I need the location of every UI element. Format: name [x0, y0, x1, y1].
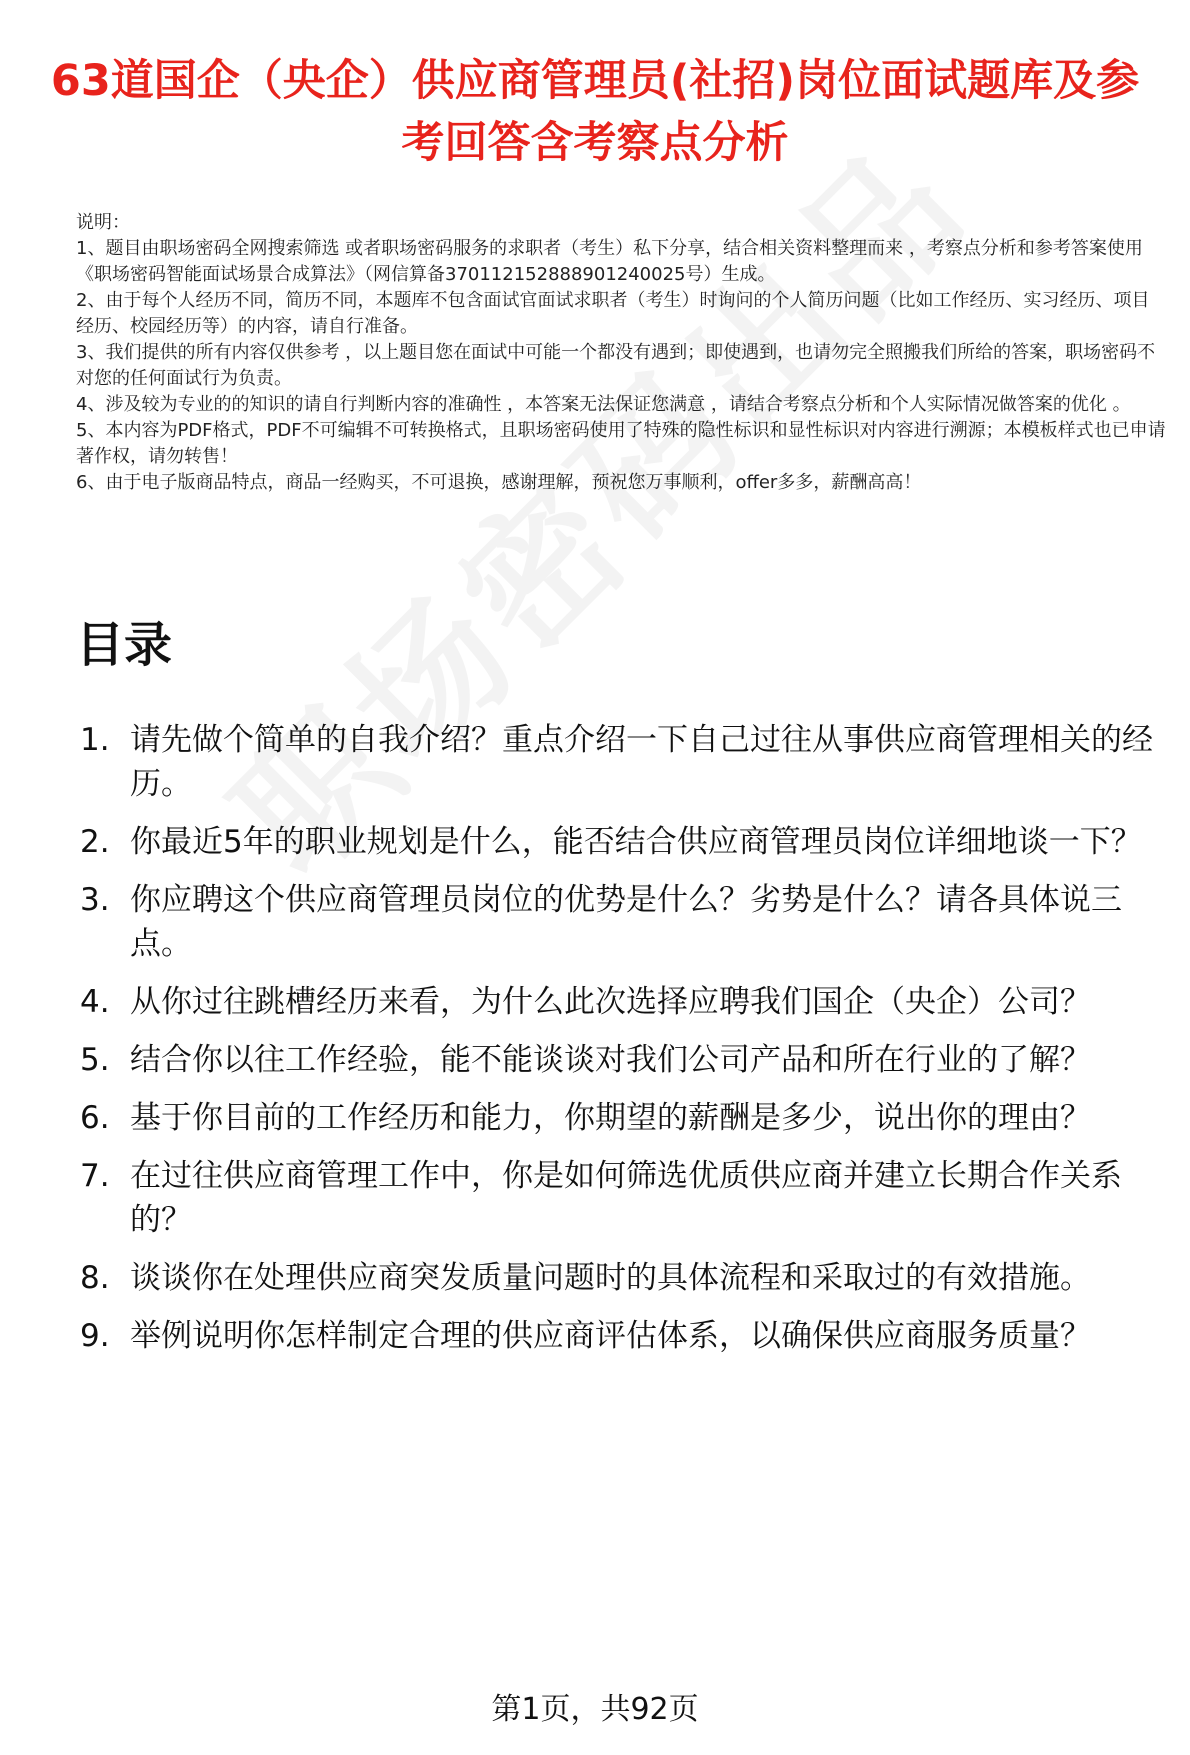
- toc-item-2[interactable]: [76, 820, 1170, 864]
- document-title: 63道国企（央企）供应商管理员(社招)岗位面试题库及参考回答含考察点分析: [50, 56, 1140, 168]
- toc-item-3[interactable]: [76, 878, 1170, 966]
- note-item-5: 5、本内容为PDF格式，PDF不可编辑不可转换格式，且职场密码使用了特殊的隐性标识和显性标识对内容进行溯源；本模板样式也已申请著作权，请勿转售！: [76, 420, 1166, 467]
- toc-item-text: 举例说明你怎样制定合理的供应商评估体系，以确保供应商服务质量？: [130, 1318, 1091, 1354]
- toc-item-number: 2.: [80, 824, 110, 860]
- note-item-3: 3、我们提供的所有内容仅供参考 ，以上题目您在面试中可能一个都没有遇到；即使遇到，也请勿完全照搬我们所给的答案，职场密码不对您的任何面试行为负责。: [76, 342, 1156, 389]
- toc-item-number: 9.: [80, 1318, 110, 1354]
- toc-item-text: 谈谈你在处理供应商突发质量问题时的具体流程和采取过的有效措施。: [130, 1260, 1091, 1296]
- toc-item-number: 8.: [80, 1260, 110, 1296]
- note-item-2: 2、由于每个人经历不同，简历不同，本题库不包含面试官面试求职者（考生）时询问的个人简历问题（比如工作经历、实习经历、项目经历、校园经历等）的内容，请自行准备。: [76, 290, 1150, 337]
- toc-item-text: 基于你目前的工作经历和能力，你期望的薪酬是多少，说出你的理由？: [130, 1100, 1091, 1136]
- toc-item-text: 在过往供应商管理工作中，你是如何筛选优质供应商并建立长期合作关系的？: [130, 1158, 1122, 1238]
- toc-heading: 目录: [76, 617, 173, 673]
- toc-item-text: 结合你以往工作经验，能不能谈谈对我们公司产品和所在行业的了解？: [130, 1042, 1091, 1078]
- toc-item-number: 3.: [80, 882, 110, 918]
- toc-item-number: 4.: [80, 984, 110, 1020]
- toc-item-9[interactable]: [76, 1314, 1170, 1358]
- toc-item-number: 1.: [80, 722, 110, 758]
- toc-item-text: 请先做个简单的自我介绍？重点介绍一下自己过往从事供应商管理相关的经历。: [130, 722, 1153, 802]
- toc-item-7[interactable]: [76, 1154, 1170, 1242]
- notes-section: [76, 210, 1166, 496]
- note-item-6: 6、由于电子版商品特点，商品一经购买，不可退换，感谢理解，预祝您万事顺利，offer多多，薪酬高高！: [76, 472, 922, 493]
- toc-item-text: 从你过往跳槽经历来看，为什么此次选择应聘我们国企（央企）公司？: [130, 984, 1091, 1020]
- page-number: 第1页，共92页: [491, 1692, 699, 1727]
- toc-item-text: 你应聘这个供应商管理员岗位的优势是什么？劣势是什么？请各具体说三点。: [130, 882, 1122, 962]
- toc-item-4[interactable]: [76, 980, 1170, 1024]
- notes-heading: 说明：: [76, 212, 130, 233]
- toc-item-number: 7.: [80, 1158, 110, 1194]
- toc-item-8[interactable]: [76, 1256, 1170, 1300]
- toc-item-text: 你最近5年的职业规划是什么，能否结合供应商管理员岗位详细地谈一下？: [130, 824, 1142, 860]
- toc-item-number: 6.: [80, 1100, 110, 1136]
- toc-item-5[interactable]: [76, 1038, 1170, 1082]
- toc-item-6[interactable]: [76, 1096, 1170, 1140]
- toc-item-1[interactable]: [76, 718, 1170, 806]
- toc-list: [76, 718, 1170, 1372]
- toc-item-number: 5.: [80, 1042, 110, 1078]
- note-item-1: 1、题目由职场密码全网搜索筛选 或者职场密码服务的求职者（考生）私下分享，结合相关资料整理而来 ，考察点分析和参考答案使用《职场密码智能面试场景合成算法》（网信算备370112152888901240025号）生成。: [76, 238, 1143, 285]
- note-item-4: 4、涉及较为专业的的知识的请自行判断内容的准确性 ，本答案无法保证您满意 ，请结合考察点分析和个人实际情况做答案的优化 。: [76, 394, 1131, 415]
